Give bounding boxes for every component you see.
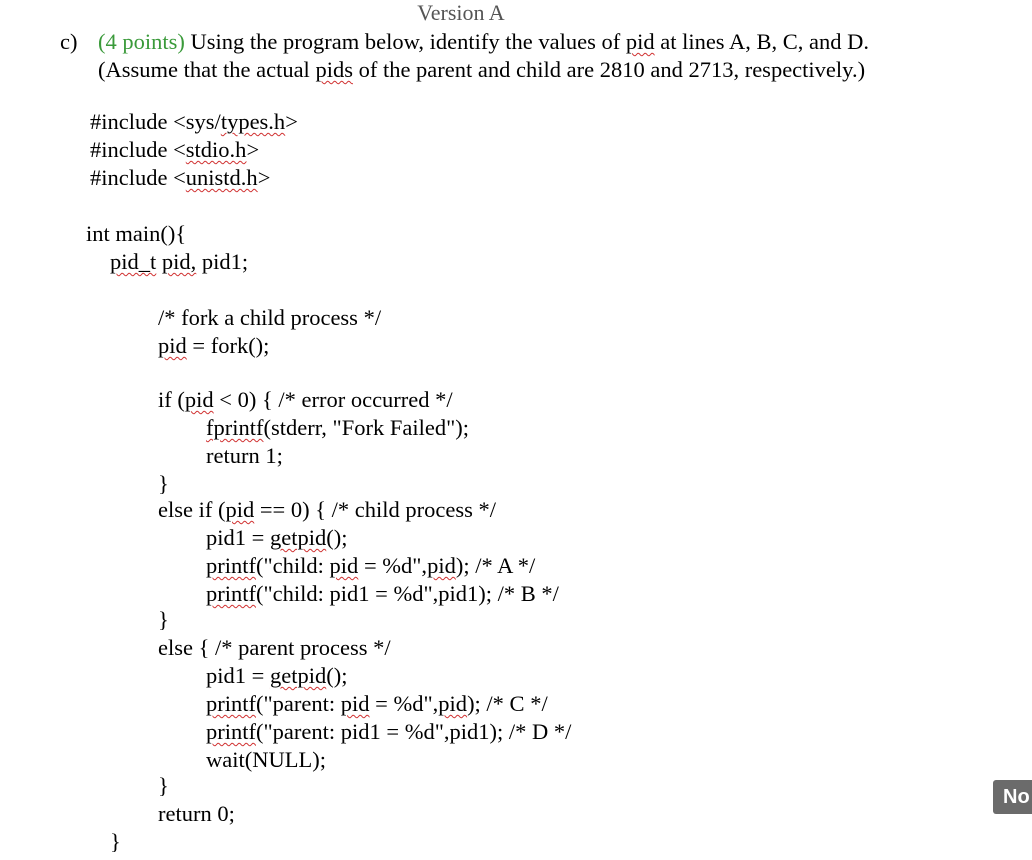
code-line-close-main: } <box>110 829 121 854</box>
code-line-wait: wait(NULL); <box>206 747 326 772</box>
code-text: ("child: pid1 = %d",pid1); /* B */ <box>256 581 559 606</box>
spellcheck-word: pid_t <box>110 249 157 274</box>
code-text: pid1; <box>196 249 249 274</box>
spellcheck-word: printf <box>206 691 256 716</box>
code-text: > <box>285 109 298 134</box>
spellcheck-word: pids <box>315 57 353 82</box>
code-line-include-3 <box>90 164 270 192</box>
code-text: > <box>246 137 260 162</box>
code-line-parent-getpid <box>206 662 347 690</box>
code-text: #include <sys/ <box>90 109 221 134</box>
spellcheck-word: pid <box>340 691 370 716</box>
spellcheck-word: stdio.h <box>185 137 247 162</box>
spellcheck-word: printf <box>206 719 256 744</box>
spellcheck-word: pid <box>438 691 468 716</box>
code-line-return-1: return 1; <box>206 443 283 468</box>
code-text: #include < <box>90 137 186 162</box>
spellcheck-word: printf <box>206 553 256 578</box>
spellcheck-word: pid, <box>161 249 197 274</box>
code-text: (); <box>326 663 348 688</box>
version-label: Version A <box>417 0 505 25</box>
code-line-printf-a <box>206 552 535 580</box>
code-line-child-getpid <box>206 524 347 552</box>
spellcheck-word: getpid <box>269 663 327 688</box>
code-line-fork <box>158 332 269 360</box>
question-label: c) <box>60 29 78 54</box>
spellcheck-word: pid <box>625 29 655 54</box>
code-line-else-if <box>158 496 496 524</box>
spellcheck-word: pid <box>225 497 255 522</box>
spellcheck-word: getpid <box>269 525 327 550</box>
code-text: if ( <box>158 387 185 412</box>
code-line-include-2 <box>90 136 259 164</box>
code-text: (); <box>326 525 348 550</box>
code-text: ); /* A */ <box>455 553 536 578</box>
code-line-if <box>158 386 453 414</box>
question-line-2 <box>98 56 865 84</box>
code-text: pid1 = <box>206 663 270 688</box>
side-no-button[interactable]: No <box>993 780 1032 814</box>
question-text: of the parent and child are 2810 and 2713, respectively.) <box>352 57 866 82</box>
spellcheck-word: fprintf <box>206 415 264 440</box>
code-text: ("parent: <box>256 691 341 716</box>
code-line-else: else { /* parent process */ <box>158 635 391 660</box>
code-line-decl <box>110 248 248 276</box>
code-line-fprintf <box>206 414 469 442</box>
spellcheck-word: unistd.h <box>185 165 258 190</box>
code-text: == 0) { /* child process */ <box>254 497 496 522</box>
code-text: > <box>257 165 271 190</box>
code-line-close-3: } <box>158 773 169 798</box>
spellcheck-word: printf <box>206 581 256 606</box>
points-label: (4 points) <box>98 29 185 54</box>
code-line-printf-b <box>206 580 559 608</box>
code-text: pid1 = <box>206 525 270 550</box>
spellcheck-word: types.h <box>220 109 286 134</box>
spellcheck-word: pid <box>184 387 214 412</box>
question-text: at lines A, B, C, and D. <box>654 29 869 54</box>
code-text: = %d", <box>369 691 439 716</box>
code-text: < 0) { /* error occurred */ <box>213 387 453 412</box>
code-text: #include < <box>90 165 186 190</box>
code-text: = fork(); <box>186 333 270 358</box>
code-line-return-0: return 0; <box>158 801 235 826</box>
code-text: (stderr, "Fork Failed"); <box>263 415 470 440</box>
spellcheck-word: pid <box>427 553 456 578</box>
question-text: Using the program below, identify the values of <box>184 29 626 54</box>
code-line-main: int main(){ <box>86 221 187 246</box>
spellcheck-word: pid <box>158 333 187 358</box>
question-line-1 <box>98 28 869 56</box>
code-line-printf-c <box>206 690 548 718</box>
code-text: ("parent: pid1 = %d",pid1); /* D */ <box>256 719 572 744</box>
code-line-include-1 <box>90 108 298 136</box>
code-line-printf-d <box>206 718 571 746</box>
question-text: (Assume that the actual <box>98 57 316 82</box>
code-text: ("child: <box>256 553 330 578</box>
code-line-comment-fork: /* fork a child process */ <box>158 305 382 330</box>
code-text: ); /* C */ <box>467 691 548 716</box>
spellcheck-word: pid <box>329 553 359 578</box>
code-text: = %d", <box>358 553 428 578</box>
code-line-close-1: } <box>158 471 169 496</box>
code-text: else if ( <box>158 497 226 522</box>
version-header <box>0 0 1032 26</box>
code-line-close-2: } <box>158 607 169 632</box>
